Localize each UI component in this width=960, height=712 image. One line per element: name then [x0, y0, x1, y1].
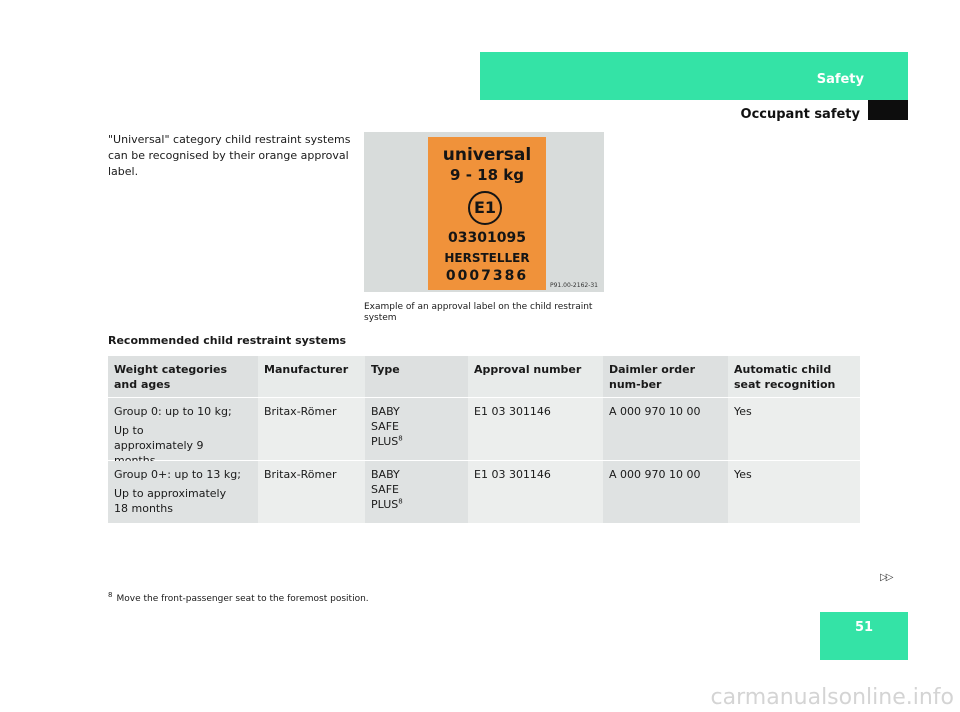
- cell-approval: E1 03 301146: [468, 398, 603, 460]
- label-category: universal: [442, 145, 532, 165]
- table-header-row: [108, 356, 860, 397]
- age-text: Up to approximately 9: [114, 424, 204, 452]
- orange-approval-label: [428, 137, 546, 290]
- image-caption: Example of an approval label on the child restraint system: [364, 302, 593, 323]
- cell-manufacturer: Britax-Römer: [258, 398, 365, 460]
- footnote-number: 8: [108, 591, 113, 599]
- header-weight: Weight categories and ages: [108, 356, 258, 397]
- cell-recognition: Yes: [728, 461, 860, 523]
- section-heading: Recommended child restraint systems: [108, 334, 347, 347]
- approval-label-image: [364, 132, 604, 292]
- page-number: 51: [854, 620, 874, 635]
- cell-order: A 000 970 10 00: [603, 398, 728, 460]
- cell-order: A 000 970 10 00: [603, 461, 728, 523]
- header-manufacturer: Manufacturer: [258, 356, 365, 397]
- type-text: BABY SAFE PLUS: [371, 405, 400, 448]
- intro-text: "Universal" category child restraint systems can be recognised by their orange approval label.: [108, 133, 351, 178]
- table-row: [108, 460, 860, 523]
- weight-text: Group 0: up to 10 kg;: [114, 405, 232, 418]
- cell-type: [365, 398, 468, 460]
- header-recognition: Automatic child seat recognition: [728, 356, 860, 397]
- section-tab: [480, 52, 908, 100]
- header-marker: [868, 100, 908, 120]
- label-approval-number: 03301095: [448, 230, 526, 246]
- page-number-box: [820, 612, 908, 660]
- footnote: [108, 591, 369, 604]
- e-mark-icon: E1: [468, 191, 502, 225]
- watermark: carmanualsonline.info: [710, 685, 954, 710]
- label-manufacturer: HERSTELLER: [444, 251, 530, 265]
- header-type: Type: [365, 356, 468, 397]
- page-header: [480, 100, 908, 120]
- section-title: Safety: [816, 72, 864, 87]
- cell-weight: [108, 461, 258, 523]
- table-row: [108, 397, 860, 460]
- type-text: BABY SAFE PLUS: [371, 468, 400, 511]
- footnote-ref: 8: [398, 434, 403, 443]
- child-restraint-table: [108, 356, 860, 523]
- age-text: Up to approximately 18 months: [114, 487, 227, 515]
- header-approval: Approval number: [468, 356, 603, 397]
- header-order: Daimler order num-ber: [603, 356, 728, 397]
- label-serial: 0007386: [445, 268, 529, 284]
- cell-recognition: Yes: [728, 398, 860, 460]
- label-weight: 9 - 18 kg: [450, 166, 524, 184]
- weight-text: Group 0+: up to 13 kg;: [114, 468, 241, 481]
- cell-type: [365, 461, 468, 523]
- cell-manufacturer: Britax-Römer: [258, 461, 365, 523]
- footnote-ref: 8: [398, 497, 403, 506]
- cell-weight: [108, 398, 258, 460]
- footnote-text: Move the front-passenger seat to the foremost position.: [116, 594, 369, 604]
- cell-approval: E1 03 301146: [468, 461, 603, 523]
- continue-arrow-icon: ▷▷: [880, 572, 892, 583]
- photo-code: P91.00-2162-31: [549, 282, 598, 289]
- page-title: Occupant safety: [740, 107, 860, 122]
